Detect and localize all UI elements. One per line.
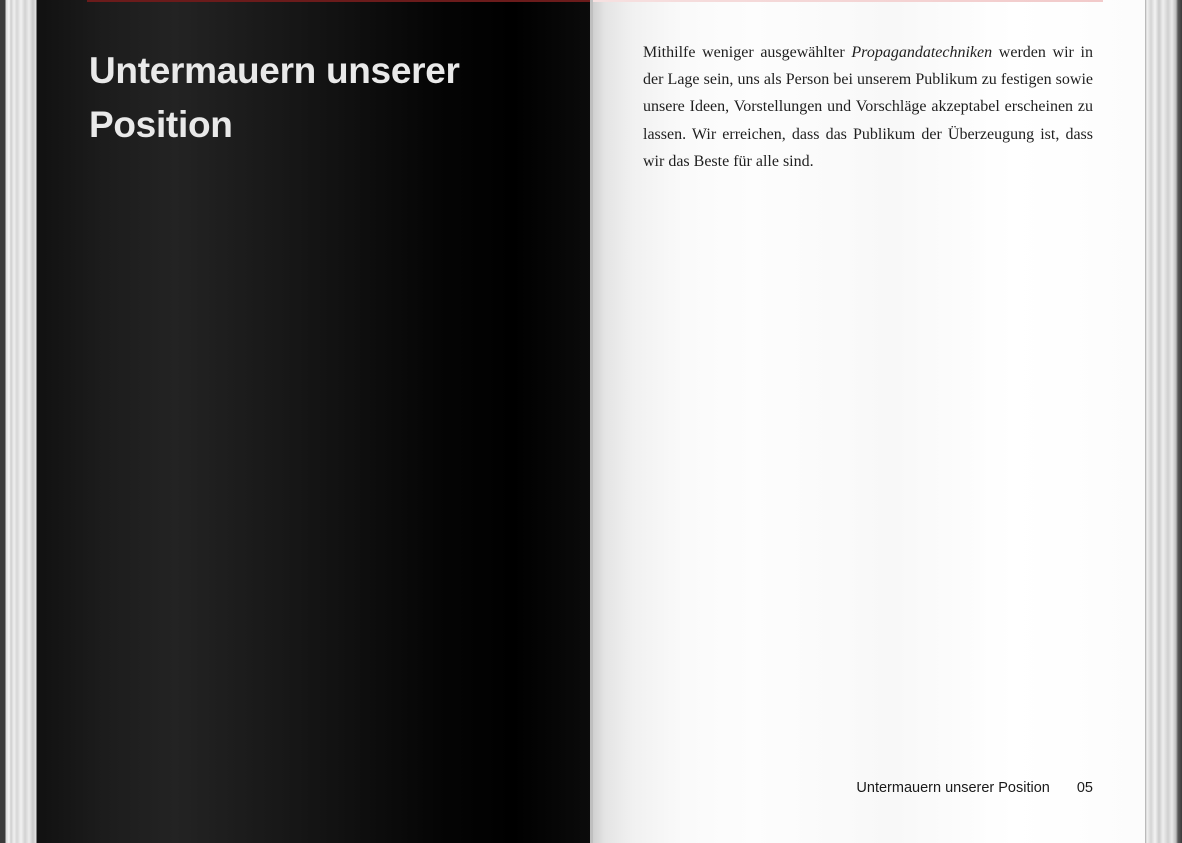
chapter-title: Untermauern unserer Position — [89, 50, 460, 145]
page-footer — [849, 778, 1093, 798]
left-page — [37, 0, 591, 843]
emphasized-term: Propagandatechniken — [851, 44, 993, 61]
top-rule — [593, 0, 1103, 2]
page-number: 05 — [1076, 780, 1093, 796]
page-edges-right — [1145, 0, 1182, 843]
running-title: Untermauern unserer Position — [856, 780, 1050, 796]
paragraph-text-end: werden wir in der Lage sein, uns als Person bei unserem Publikum zu festigen sowie unsere Ideen, Vorstellungen und Vorschläge akzeptabel erscheinen zu lassen. Wir erreichen, dass das Publikum der Überzeugung ist, dass wir das Beste für alle sind. — [643, 44, 1094, 170]
top-rule — [87, 0, 591, 2]
page-edges-left — [0, 0, 37, 843]
paragraph-text-start: Mithilfe weniger ausgewählter — [643, 44, 852, 61]
body-paragraph — [643, 39, 1093, 175]
right-page — [593, 0, 1145, 843]
